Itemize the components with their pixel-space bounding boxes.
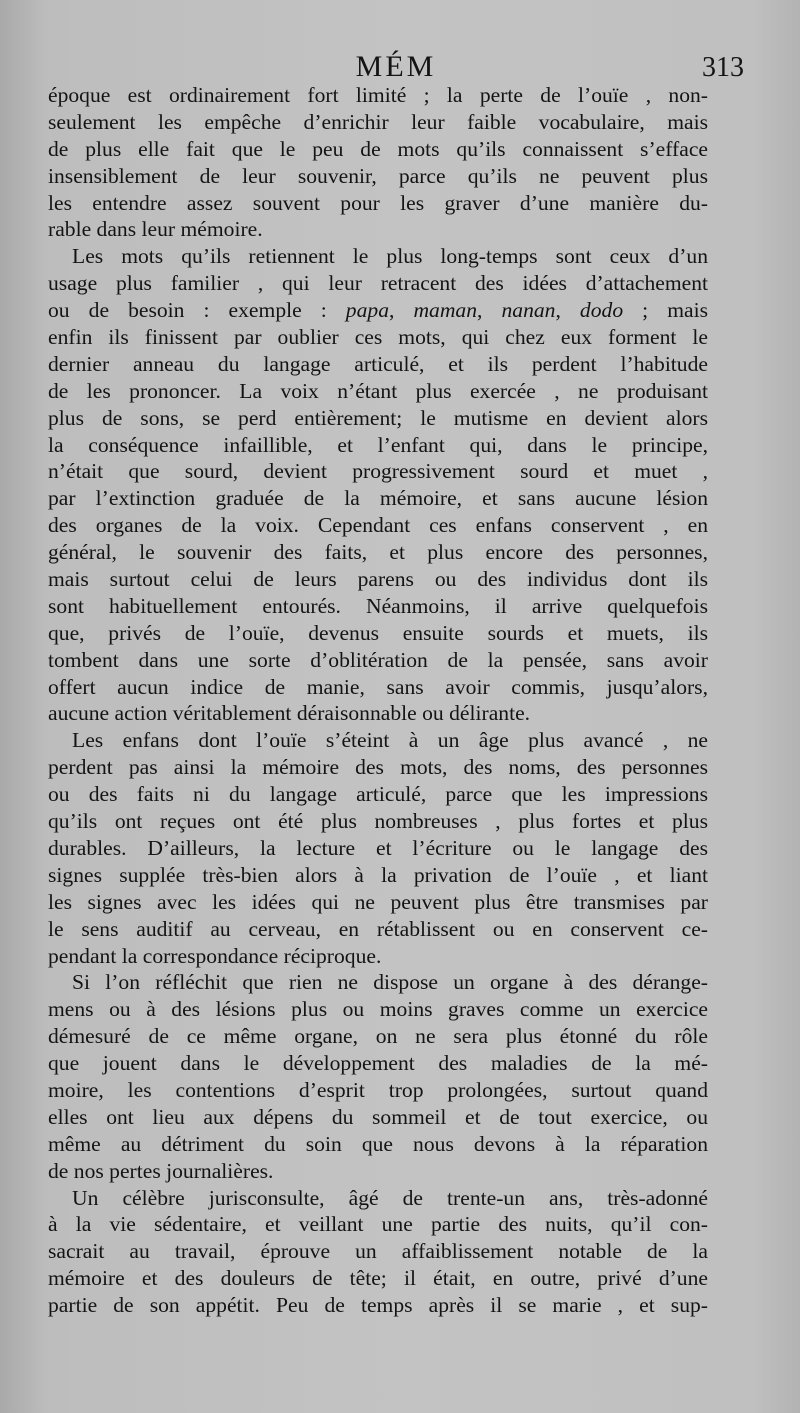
- body-text: [48, 82, 708, 1319]
- text-line: de les prononcer. La voix n’étant plus exercée , ne produisant: [48, 378, 708, 403]
- text-line: que, privés de l’ouïe, devenus ensuite sourds et muets, ils: [48, 620, 708, 645]
- text-line: de plus elle fait que le peu de mots qu’ils connaissent s’efface: [48, 136, 708, 161]
- text-line: Les enfans dont l’ouïe s’éteint à un âge plus avancé , ne: [72, 728, 708, 753]
- text-line: même au détriment du soin que nous devons à la réparation: [48, 1131, 708, 1156]
- text-line: insensiblement de leur souvenir, parce qu’ils ne peuvent plus: [48, 163, 708, 188]
- example-word: nanan: [501, 298, 556, 323]
- page-number: 313: [702, 52, 744, 83]
- text-line: Un célèbre jurisconsulte, âgé de trente-un ans, très-adonné: [72, 1185, 708, 1210]
- text-line: sacrait au travail, éprouve un affaiblissement notable de la: [48, 1239, 708, 1264]
- text-line: ou des faits ni du langage articulé, parce que les impressions: [48, 782, 708, 807]
- text-line: des organes de la voix. Cependant ces enfans conservent , en: [48, 513, 708, 538]
- text-line: durables. D’ailleurs, la lecture et l’écriture ou le langage des: [48, 835, 708, 860]
- text-line: les signes avec les idées qui ne peuvent plus être transmises par: [48, 889, 708, 914]
- text-line: à la vie sédentaire, et veillant une partie des nuits, qu’il con-: [48, 1212, 708, 1237]
- text-line: les entendre assez souvent pour les graver d’une manière du-: [48, 190, 708, 215]
- running-head: MÉM: [355, 50, 437, 83]
- text-line: moire, les contentions d’esprit trop prolongées, surtout quand: [48, 1077, 708, 1102]
- text-line: époque est ordinairement fort limité ; la perte de l’ouïe , non-: [48, 83, 708, 107]
- text-line: aucune action véritablement déraisonnable ou délirante.: [48, 701, 531, 726]
- text-line: signes supplée très-bien alors à la privation de l’ouïe , et liant: [48, 862, 708, 887]
- example-word: maman: [413, 298, 478, 323]
- text-line: seulement les empêche d’enrichir leur faible vocabulaire, mais: [48, 109, 708, 134]
- text-line: sont habituellement entourés. Néanmoins, il arrive quelquefois: [48, 593, 708, 618]
- text-line: dernier anneau du langage articulé, et ils perdent l’habitude: [48, 351, 708, 376]
- text-line: que jouent dans le développement des maladies de la mé-: [48, 1051, 708, 1076]
- text-line: tombent dans une sorte d’oblitération de la pensée, sans avoir: [48, 647, 708, 672]
- text-line: général, le souvenir des faits, et plus encore des personnes,: [48, 540, 708, 565]
- text-line: elles ont lieu aux dépens du sommeil et de tout exercice, ou: [48, 1104, 708, 1129]
- text-line: la conséquence infaillible, et l’enfant qui, dans le principe,: [48, 432, 708, 457]
- example-word: papa: [345, 298, 389, 323]
- text-line: enfin ils finissent par oublier ces mots, qui chez eux forment le: [48, 325, 708, 350]
- text-line: mens ou à des lésions plus ou moins graves comme un exercice: [48, 997, 708, 1022]
- text-line: de nos pertes journalières.: [48, 1158, 274, 1183]
- text-line: mémoire et des douleurs de tête; il était, en outre, privé d’une: [48, 1266, 708, 1291]
- text-line: rable dans leur mémoire.: [48, 217, 263, 242]
- text-line: Les mots qu’ils retiennent le plus long-temps sont ceux d’un: [72, 244, 708, 269]
- text-line: offert aucun indice de manie, sans avoir commis, jusqu’alors,: [48, 674, 708, 699]
- text-line: démesuré de ce même organe, on ne sera plus étonné du rôle: [48, 1024, 708, 1049]
- text-line: mais surtout celui de leurs parens ou des individus dont ils: [48, 567, 708, 592]
- text-line: qu’ils ont reçues ont été plus nombreuses , plus fortes et plus: [48, 809, 708, 834]
- example-word: dodo: [579, 298, 624, 323]
- text-line: Si l’on réfléchit que rien ne dispose un organe à des dérange-: [72, 970, 708, 995]
- text-line: par l’extinction graduée de la mémoire, et sans aucune lésion: [48, 486, 708, 511]
- text-line: plus de sons, se perd entièrement; le mutisme en devient alors: [48, 405, 708, 430]
- text-line: le sens auditif au cerveau, en rétablissent ou en conservent ce-: [48, 916, 708, 941]
- text-line: usage plus familier , qui leur retracent des idées d’attachement: [48, 271, 708, 296]
- text-line: perdent pas ainsi la mémoire des mots, des noms, des personnes: [48, 755, 708, 780]
- text-line: ou de besoin : exemple : papa, maman, nanan, dodo ; mais: [48, 298, 708, 323]
- page-header: [48, 50, 744, 86]
- text-line: partie de son appétit. Peu de temps après il se marie , et sup-: [48, 1293, 708, 1318]
- text-line: n’était que sourd, devient progressivement sourd et muet ,: [48, 459, 708, 484]
- text-line: pendant la correspondance réciproque.: [48, 943, 382, 968]
